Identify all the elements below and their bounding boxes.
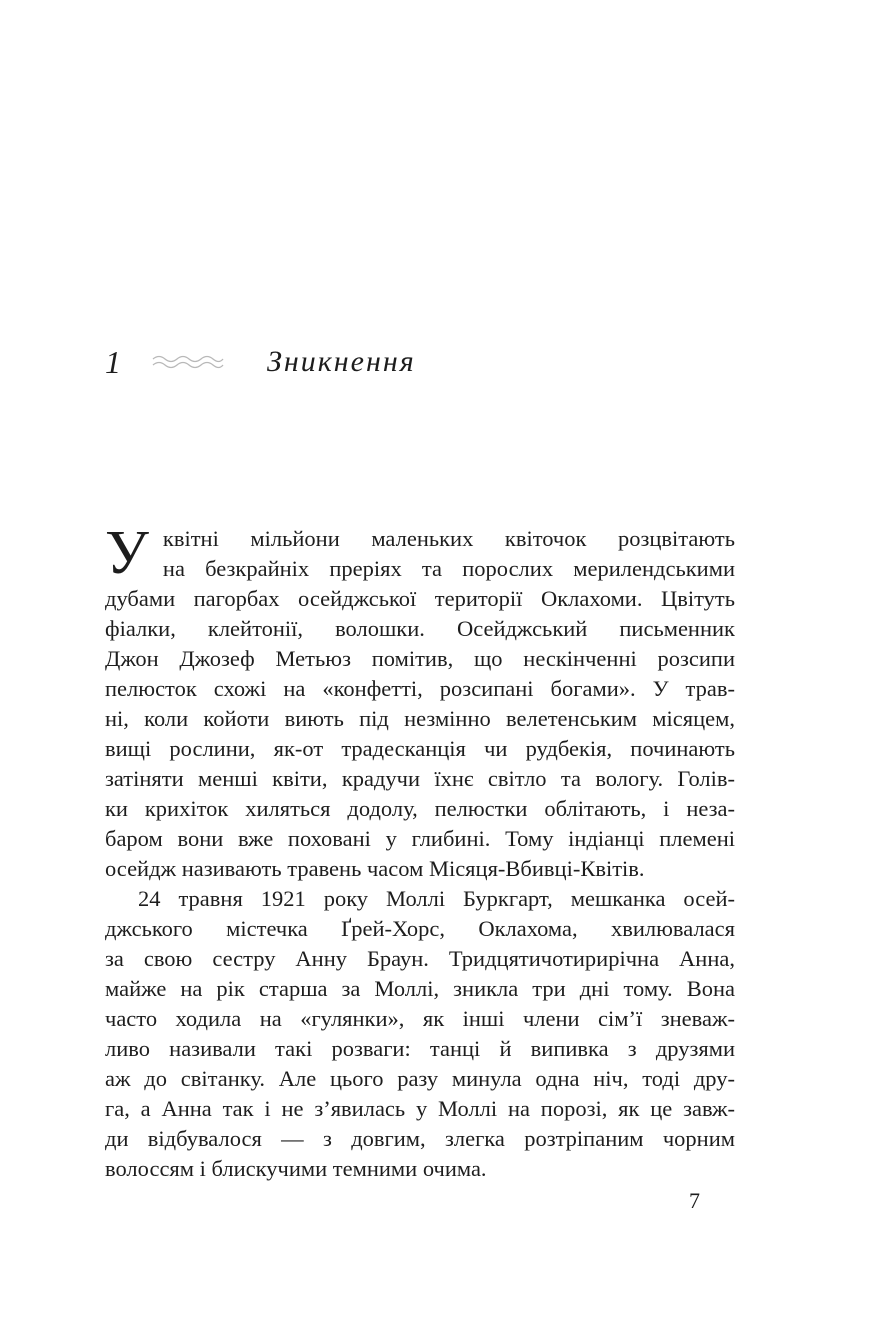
text-line: ди відбувалося — з довгим, злегка розтріпаним чорним xyxy=(105,1126,735,1151)
text-line: баром вони вже поховані у глибині. Тому індіанці племені xyxy=(105,826,735,851)
text-line: ні, коли койоти виють під незмінно велетенським місяцем, xyxy=(105,706,735,731)
double-wave-ornament-icon xyxy=(151,354,225,370)
text-line: майже на рік старша за Моллі, зникла три дні тому. Вона xyxy=(105,976,735,1001)
text-line: дубами пагорбах осейджської території Оклахоми. Цвітуть xyxy=(105,586,735,611)
text-line: вищі рослини, як-от традесканція чи рудбекія, починають xyxy=(105,736,735,761)
text-line: затіняти менші квіти, крадучи їхнє світло та вологу. Голів- xyxy=(105,766,735,791)
text-line: Джон Джозеф Метьюз помітив, що нескінченні розсипи xyxy=(105,646,735,671)
text-line: волоссям і блискучими темними очима. xyxy=(105,1156,487,1181)
page-number: 7 xyxy=(689,1188,700,1213)
chapter-title: Зникнення xyxy=(267,345,416,378)
drop-cap: У xyxy=(105,519,149,587)
text-line: ки крихіток хиляться додолу, пелюстки облітають, і неза- xyxy=(105,796,735,821)
text-line: га, а Анна так і не з’явилась у Моллі на порозі, як це завж- xyxy=(105,1096,735,1121)
chapter-number: 1 xyxy=(105,344,121,380)
text-line: квітні мільйони маленьких квіточок розцвітають xyxy=(162,526,735,551)
text-line: аж до світанку. Але цього разу минула одна ніч, тоді дру- xyxy=(105,1066,735,1091)
text-line: осейдж називають травень часом Місяця-Вбивці-Квітів. xyxy=(105,856,645,881)
text-line: на безкрайніх преріях та порослих мерилендськими xyxy=(162,556,735,581)
chapter-heading xyxy=(105,346,745,378)
text-line: за свою сестру Анну Браун. Тридцятичотирирічна Анна, xyxy=(105,946,735,971)
body-text xyxy=(105,519,735,1184)
text-line: джського містечка Ґрей-Хорс, Оклахома, хвилювалася xyxy=(105,916,735,941)
text-line: фіалки, клейтонії, волошки. Осейджський письменник xyxy=(105,616,735,641)
text-line: пелюсток схожі на «конфетті, розсипані богами». У трав- xyxy=(105,676,735,701)
text-line: 24 травня 1921 року Моллі Буркгарт, мешканка осей- xyxy=(138,886,735,911)
text-line: часто ходила на «гулянки», як інші члени сім’ї зневаж- xyxy=(105,1006,735,1031)
text-line: ливо називали такі розваги: танці й випивка з друзями xyxy=(105,1036,735,1061)
